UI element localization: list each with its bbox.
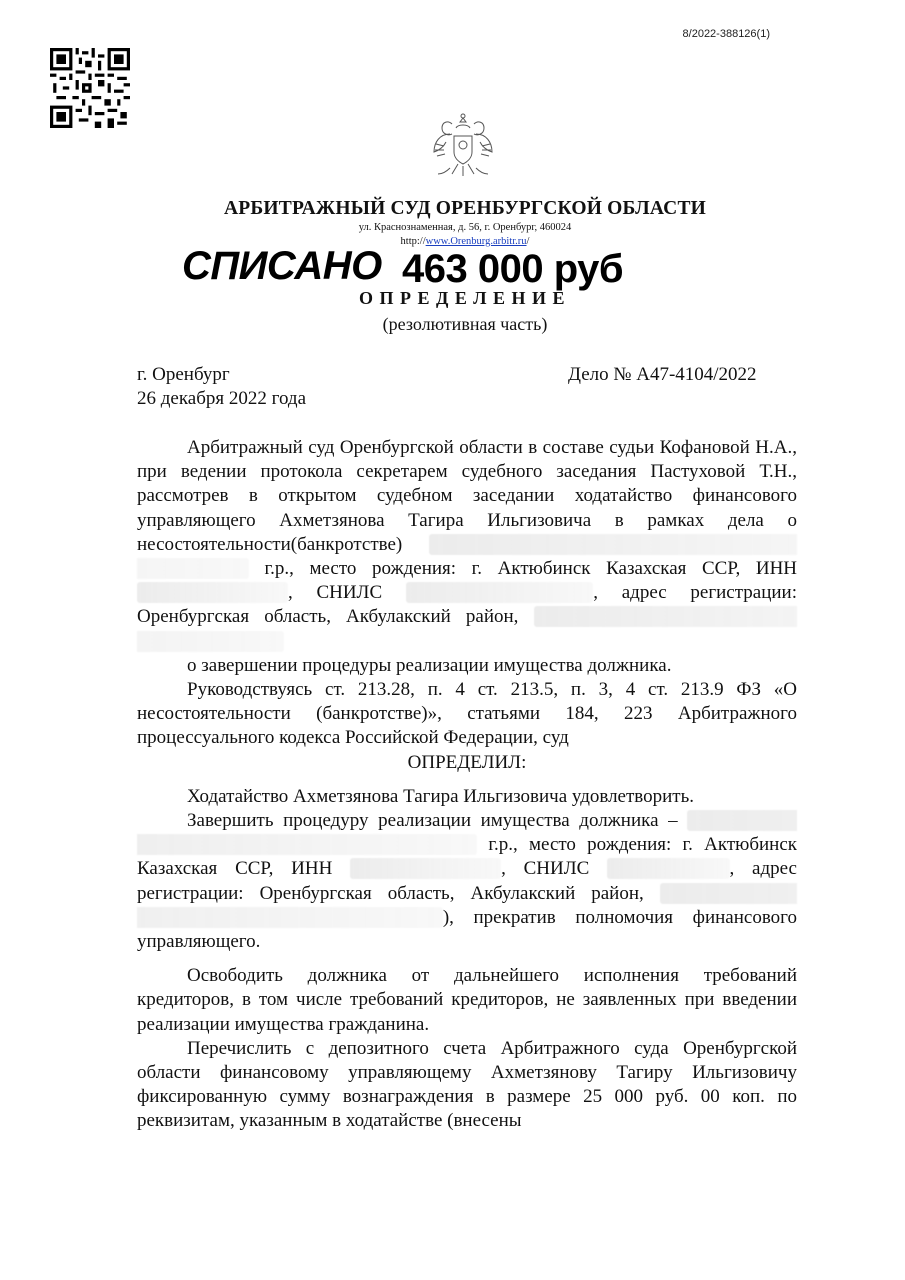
document-subtitle: (резолютивная часть)	[382, 314, 548, 334]
paragraph-6: Перечислить с депозитного счета Арбитражного суда Оренбургской области финансовому управляющему Ахметзянову Тагиру Ильгизовичу фиксированную сумму вознаграждения в размере 25 000 руб. 00 коп. по реквизитам, указанным в ходатайстве (внесены	[137, 1037, 797, 1132]
document-body	[137, 436, 797, 1134]
paragraph-1-end	[137, 654, 797, 678]
paragraph-2: Руководствуясь ст. 213.28, п. 4 ст. 213.5, п. 3, 4 ст. 213.9 ФЗ «О несостоятельности (банкротстве)», статьями 184, 223 Арбитражного процессуального кодекса Российской Федерации, суд	[137, 679, 797, 749]
decided-heading: ОПРЕДЕЛИЛ:	[407, 751, 527, 773]
document-date: 26 декабря 2022 года	[137, 388, 307, 409]
document-title: ОПРЕДЕЛЕНИЕ	[358, 288, 572, 308]
paragraph-4-intro: Завершить процедуру реализации имущества должника –	[187, 810, 678, 832]
paragraph-4-snils: , СНИЛС	[501, 858, 590, 880]
coat-of-arms-icon	[430, 112, 496, 182]
stamp-amount: 463 000 руб	[402, 247, 624, 291]
court-url-line	[0, 236, 905, 247]
paragraph-4-address: , адрес регистрации: Оренбургская область, Акбулакский район,	[137, 858, 797, 904]
qr-code-icon	[50, 48, 130, 128]
case-number: Дело № А47-4104/2022	[568, 364, 757, 385]
redacted-snils	[406, 582, 593, 603]
stamp-word: СПИСАНО	[182, 244, 382, 288]
redacted-inn-2	[350, 858, 501, 879]
court-address: ул. Краснознаменная, д. 56, г. Оренбург, 460024	[358, 222, 572, 233]
redacted-inn	[137, 582, 288, 603]
paragraph-4-end: ), прекратив полномочия финансового управляющего.	[137, 906, 797, 953]
paragraph-5: Освободить должника от дальнейшего исполнения требований кредиторов, в том числе требований кредиторов, не заявленных при введении реализации имущества гражданина.	[137, 965, 797, 1035]
paragraph-1-birth: г.р., место рождения: г. Актюбинск Казахская ССР, ИНН	[264, 558, 798, 580]
paragraph-1-intro: Арбитражный суд Оренбургской области в составе судьи Кофановой Н.А., при ведении протокола секретарем судебного заседания Пастуховой Т.Н., рассмотрев в открытом судебном заседании ходатайство финансового управляющего Ахметзянова Тагира Ильгизовича в рамках дела о несостоятельности(банкротстве)	[137, 437, 797, 555]
paragraph-4	[137, 809, 797, 954]
paragraph-1-address: , адрес регистрации: Оренбургская область, Акбулакский район,	[137, 582, 797, 628]
paragraph-4-birth: г.р., место рождения: г. Актюбинск Казахская ССР, ИНН	[137, 834, 797, 880]
paragraph-1-subject: о завершении процедуры реализации имущества должника.	[187, 654, 672, 676]
redacted-snils-2	[607, 858, 729, 879]
url-prefix: http://	[400, 236, 426, 247]
paragraph-1-snils: , СНИЛС	[287, 582, 383, 604]
document-city: г. Оренбург	[137, 364, 230, 385]
court-name: АРБИТРАЖНЫЙ СУД ОРЕНБУРГСКОЙ ОБЛАСТИ	[223, 198, 707, 219]
document-number: 8/2022-388126(1)	[682, 28, 770, 40]
court-website-link[interactable]: www.Orenburg.arbitr.ru	[425, 236, 527, 247]
paragraph-3: Ходатайство Ахметзянова Тагира Ильгизовича удовлетворить.	[187, 785, 695, 807]
paragraph-1	[137, 436, 797, 654]
url-suffix: /	[526, 236, 530, 247]
